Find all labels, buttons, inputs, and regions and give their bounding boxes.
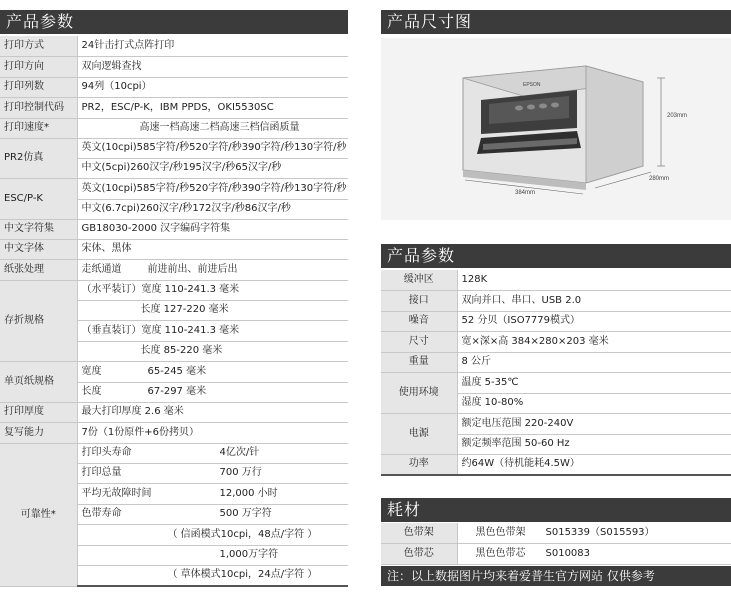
speed-header [77,118,348,138]
length-label: 长度 [81,386,102,397]
spec-row-font [0,239,348,259]
spec-value: （水平装订）宽度 110-241.3 毫米 [77,280,348,300]
disclaimer-note [381,566,731,586]
rel-value: 4亿次/针 [219,447,260,458]
param-row-env-temp [381,372,731,393]
spec-value [77,504,348,524]
spec-value: 1,000万字符 [77,545,348,565]
paper-direction: 前进前出、前进后出 [147,263,238,275]
param-label: 缓冲区 [381,270,457,290]
width-dimension: 384mm [515,190,536,196]
speed-col-1: 高速一档 [139,122,180,133]
param-value: 约64W（待机能耗4.5W） [457,454,731,475]
param-value: 52 分贝（ISO7779模式） [457,311,731,331]
consumable-row-ribbon-cartridge [381,523,731,543]
height-dimension: 203mm [667,113,688,119]
spec-row-charset [0,219,348,239]
speed-value: 172汉字/秒 [192,203,245,214]
spec-value [77,483,348,504]
spec-label: 打印速度* [0,118,77,138]
param-value: 128K [457,270,731,290]
left-section-title: 产品参数 [6,12,75,31]
spec-label: 可靠性* [0,443,77,586]
param-value: 额定频率范围 50-60 Hz [457,434,731,454]
param-row-buffer [381,270,731,290]
speed-value: 260汉字/秒 [130,162,183,173]
consumable-label: 色带芯 [381,543,457,564]
consumable-code: S010083 [545,547,591,559]
param-value: 双向并口、串口、USB 2.0 [457,290,731,311]
rel-value: 12,000 小时 [219,487,278,499]
speed-row [77,178,348,199]
consumable-name: 黑色色带架 [475,526,526,538]
param-label: 噪音 [381,311,457,331]
consumables-section-title: 耗材 [387,500,422,519]
param-label: 使用环境 [381,372,457,413]
spec-row-control-code [0,97,348,118]
spec-value: 双向逻辑查找 [77,56,348,77]
spec-label: 打印厚度 [0,402,77,422]
speed-row [77,138,348,158]
param-label: 尺寸 [381,331,457,352]
rel-label: 打印总量 [81,467,122,478]
param-row-size [381,331,731,352]
spec-value [77,259,348,280]
param-label: 电源 [381,413,457,454]
consumables-section-header [381,498,731,522]
spec-label: 打印列数 [0,77,77,97]
spec-row-copy [0,422,348,443]
param-value: 湿度 10-80% [457,393,731,413]
product-spec-table [0,36,348,587]
rel-label: 打印头寿命 [81,447,132,458]
speed-value: 130字符/秒 [294,182,347,194]
spec-row-head-life [0,443,348,463]
spec-value: 长度 127-220 毫米 [77,300,348,320]
spec-value [77,361,348,382]
speed-value: 390字符/秒 [241,142,295,153]
consumable-code: S015339（S015593） [545,526,655,538]
spec-row-print-direction [0,56,348,77]
spec-row-passbook-h1 [0,280,348,300]
spec-value: PR2，ESC/P-K，IBM PPDS，OKI5530SC [77,97,348,118]
spec-value: 宋体、黑体 [77,239,348,259]
spec-row-cutsheet-w [0,361,348,382]
param-row-power-voltage [381,413,731,434]
spec-row-thickness [0,402,348,422]
spec-value: （垂直装订）宽度 110-241.3 毫米 [77,320,348,341]
printer-illustration [381,38,731,220]
width-label: 宽度 [81,365,102,377]
params-section-title: 产品参数 [387,246,456,265]
spec-value: 94列（10cpi） [77,77,348,97]
spec-label: 复写能力 [0,422,77,443]
depth-dimension: 280mm [649,176,670,182]
param-row-interface [381,290,731,311]
spec-value [77,463,348,483]
speed-value: 585字符/秒 [136,182,190,194]
mode-label: 英文(10cpi) [81,182,137,194]
consumable-row-ribbon-core [381,543,731,564]
spec-value: 24针击打式点阵打印 [77,36,348,56]
spec-row-escpk-en [0,178,348,199]
param-value: 8 公斤 [457,352,731,372]
param-value: 额定电压范围 220-240V [457,413,731,434]
rel-value: 500 万字符 [219,508,272,519]
rel-value: 700 万行 [219,467,262,478]
spec-value: 最大打印厚度 2.6 毫米 [77,402,348,422]
spec-label: 单页纸规格 [0,361,77,402]
speed-row [77,199,348,219]
speed-col-4: 信函质量 [259,122,300,133]
spec-label: ESC/P-K [0,178,77,219]
mode-label: 中文(6.7cpi) [81,203,140,214]
speed-col-2: 高速二档 [179,122,220,133]
spec-value [77,382,348,402]
params-table [381,270,731,476]
spec-label: 纸张处理 [0,259,77,280]
spec-label: 中文字符集 [0,219,77,239]
param-value: 温度 5-35℃ [457,372,731,393]
spec-label: PR2仿真 [0,138,77,178]
speed-value: 585字符/秒 [136,142,190,153]
mode-label: 中文(5cpi) [81,162,131,173]
spec-row-columns [0,77,348,97]
speed-row [77,158,348,178]
spec-row-speed [0,118,348,138]
paper-path: 走纸通道 [81,263,122,275]
param-row-weight [381,352,731,372]
speed-value: 520字符/秒 [189,142,242,153]
mode-label: 英文(10cpi) [81,142,137,153]
rel-label: 色带寿命 [81,508,122,519]
width-value: 65-245 毫米 [147,365,207,377]
speed-value: 130字符/秒 [294,142,347,153]
speed-value: 260汉字/秒 [139,203,193,214]
consumable-value [457,523,731,543]
dim-section-header [381,10,731,34]
param-row-noise [381,311,731,331]
speed-value: 86汉字/秒 [244,203,291,214]
param-label: 重量 [381,352,457,372]
spec-label: 打印控制代码 [0,97,77,118]
param-row-consumption [381,454,731,475]
param-label: 接口 [381,290,457,311]
spec-value: （ 草体模式10cpi，24点/字符 ） [77,565,348,586]
length-value: 67-297 毫米 [147,386,207,397]
brand-logo: EPSON [523,82,541,88]
consumable-label: 色带架 [381,523,457,543]
spec-label: 存折规格 [0,280,77,361]
disclaimer-text: 注：以上数据图片均来着爱普生官方网站 仅供参考 [387,569,655,583]
spec-value: 长度 85-220 毫米 [77,341,348,361]
printer-dimension-diagram [381,38,731,220]
speed-value: 195汉字/秒 [182,162,236,173]
spec-label: 打印方式 [0,36,77,56]
consumable-value [457,543,731,564]
spec-value [77,443,348,463]
spec-value: 7份（1份原件+6份拷贝） [77,422,348,443]
spec-label: 打印方向 [0,56,77,77]
spec-row-print-method [0,36,348,56]
consumables-table [381,523,731,565]
param-value: 宽×深×高 384×280×203 毫米 [457,331,731,352]
spec-value: （ 信函模式10cpi，48点/字符 ） [77,524,348,545]
spec-row-pr2-en [0,138,348,158]
rel-label: 平均无故障时间 [81,487,152,499]
param-label: 功率 [381,454,457,475]
speed-value: 65汉字/秒 [235,162,282,173]
speed-col-3: 高速三档 [219,122,260,133]
consumable-name: 黑色色带芯 [475,547,526,559]
speed-value: 390字符/秒 [241,182,295,194]
left-section-header [0,10,348,34]
spec-label: 中文字体 [0,239,77,259]
params-section-header [381,244,731,268]
dim-section-title: 产品尺寸图 [387,12,473,31]
speed-value: 520字符/秒 [189,182,242,194]
spec-row-paper [0,259,348,280]
spec-value: GB18030-2000 汉字编码字符集 [77,219,348,239]
